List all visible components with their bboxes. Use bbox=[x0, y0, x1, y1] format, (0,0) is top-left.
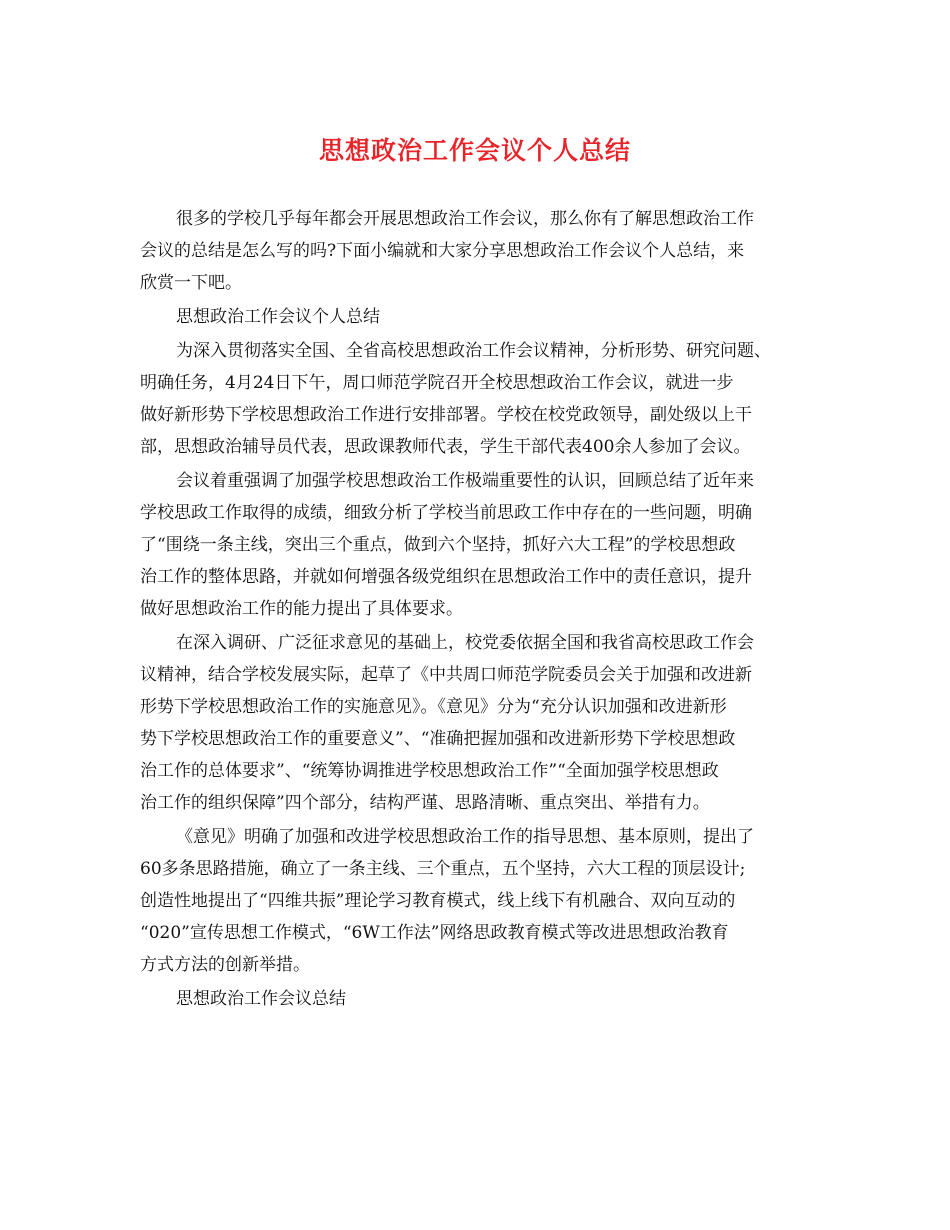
paragraph-line: 思想政治工作会议总结 bbox=[176, 989, 346, 1009]
paragraph-line: 部，思想政治辅导员代表，思政课教师代表，学生干部代表400余人参加了会议。 bbox=[140, 437, 751, 457]
section-heading bbox=[140, 983, 830, 1015]
document-body bbox=[140, 203, 830, 1017]
paragraph-line: 欣赏一下吧。 bbox=[140, 273, 242, 293]
paragraph-line: 学校思政工作取得的成绩，细致分析了学校当前思政工作中存在的一些问题，明确 bbox=[140, 503, 752, 523]
paragraph-line: 明确任务，4月24日下午，周口师范学院召开全校思想政治工作会议，就进一步 bbox=[140, 373, 734, 393]
paragraph-line: 很多的学校几乎每年都会开展思想政治工作会议，那么你有了解思想政治工作 bbox=[176, 209, 754, 229]
paragraph-line: 势下学校思想政治工作的重要意义”、“准确把握加强和改进新形势下学校思想政 bbox=[140, 729, 736, 749]
paragraph bbox=[140, 335, 830, 463]
paragraph-line: 做好思想政治工作的能力提出了具体要求。 bbox=[140, 599, 463, 619]
paragraph bbox=[140, 627, 830, 819]
paragraph-line: 创造性地提出了“四维共振”理论学习教育模式，线上线下有机融合、双向互动的 bbox=[140, 891, 736, 911]
paragraph bbox=[140, 821, 830, 981]
paragraph-line: 治工作的总体要求”、“统筹协调推进学校思想政治工作”“全面加强学校思想政 bbox=[140, 761, 719, 781]
paragraph-line: 方式方法的创新举措。 bbox=[140, 955, 310, 975]
document-title: 思想政治工作会议个人总结 bbox=[318, 136, 631, 165]
paragraph-line: 会议的总结是怎么写的吗?下面小编就和大家分享思想政治工作会议个人总结，来 bbox=[140, 241, 745, 261]
paragraph-line: 会议着重强调了加强学校思想政治工作极端重要性的认识，回顾总结了近年来 bbox=[176, 471, 754, 491]
paragraph-line: 议精神，结合学校发展实际，起草了《中共周口师范学院委员会关于加强和改进新 bbox=[140, 665, 752, 685]
paragraph-line: 《意见》明确了加强和改进学校思想政治工作的指导思想、基本原则，提出了 bbox=[176, 827, 754, 847]
paragraph-line: 做好新形势下学校思想政治工作进行安排部署。学校在校党政领导，副处级以上干 bbox=[140, 405, 752, 425]
paragraph-line: 在深入调研、广泛征求意见的基础上，校党委依据全国和我省高校思政工作会 bbox=[176, 633, 754, 653]
section-heading bbox=[140, 301, 830, 333]
paragraph-line: “020”宣传思想工作模式，“6W工作法”网络思政教育模式等改进思想政治教育 bbox=[140, 923, 729, 943]
paragraph-line: 思想政治工作会议个人总结 bbox=[176, 307, 380, 327]
paragraph bbox=[140, 465, 830, 625]
paragraph bbox=[140, 203, 830, 299]
paragraph-line: 治工作的整体思路，并就如何增强各级党组织在思想政治工作中的责任意识，提升 bbox=[140, 567, 752, 587]
paragraph-line: 为深入贯彻落实全国、全省高校思想政治工作会议精神，分析形势、研究问题、 bbox=[176, 341, 771, 361]
paragraph-line: 形势下学校思想政治工作的实施意见》。《意见》分为“充分认识加强和改进新形 bbox=[140, 697, 727, 717]
paragraph-line: 治工作的组织保障”四个部分，结构严谨、思路清晰、重点突出、举措有力。 bbox=[140, 793, 710, 813]
paragraph-line: 60多条思路措施，确立了一条主线、三个重点，五个坚持，六大工程的顶层设计; bbox=[140, 859, 746, 879]
paragraph-line: 了“围绕一条主线，突出三个重点，做到六个坚持，抓好六大工程”的学校思想政 bbox=[140, 535, 736, 555]
